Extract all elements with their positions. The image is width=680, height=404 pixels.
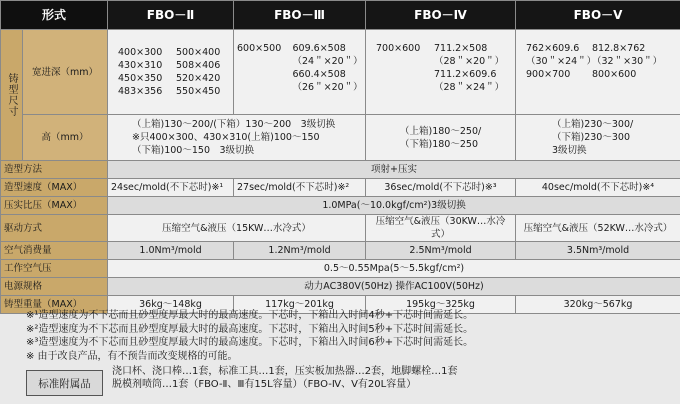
size-cell: 711.2×609.6 bbox=[434, 69, 497, 80]
compaction-label: 压实比压（MAX） bbox=[1, 197, 108, 215]
speed-fbo5: 40sec/mold(不下芯时)※⁴ bbox=[516, 179, 680, 197]
weight-fbo3: 117kg～201kg bbox=[234, 296, 366, 314]
size-cell: 609.6×508 bbox=[292, 43, 346, 54]
footnote: ※¹造型速度为不下芯而且砂型度厚最大时的最高速度。下芯时，下箱出入时间4秒+下芯时间需延长。 bbox=[26, 310, 474, 321]
air-fbo2: 1.0Nm³/mold bbox=[108, 242, 234, 260]
size-cell: 600×500 bbox=[237, 43, 282, 54]
size-cell: 550×450 bbox=[176, 86, 221, 97]
power-row bbox=[1, 278, 680, 296]
size-cell: 520×420 bbox=[176, 73, 221, 84]
accessory-line: 浇口杯、浇口棒…1套，标准工具…1套，压实板加热器…2套，地脚螺栓…1套 bbox=[112, 366, 458, 377]
power-label: 电源规格 bbox=[1, 278, 108, 296]
accessories-list bbox=[112, 366, 457, 391]
weight-label: 铸型重量（MAX） bbox=[1, 296, 108, 314]
size-cell: （28＂×20＂） bbox=[434, 56, 505, 67]
size-cell: （30＂×24＂） bbox=[526, 56, 597, 67]
footnote: ※³造型速度为不下芯而且砂型度厚最大时的最高速度。下芯时，下箱出入时间6秒+下芯时间需延长。 bbox=[26, 337, 474, 348]
size-cell: 483×356 bbox=[118, 86, 163, 97]
size-cell: 450×350 bbox=[118, 73, 163, 84]
size-cell: 812.8×762 bbox=[592, 43, 646, 54]
form-header: 形式 bbox=[1, 1, 108, 30]
model-fbo4-header: FBO－Ⅳ bbox=[366, 1, 516, 30]
size-cell: （32＂×30＂） bbox=[592, 56, 663, 67]
accessories-label: 标准附属品 bbox=[26, 370, 103, 396]
air-fbo3: 1.2Nm³/mold bbox=[234, 242, 366, 260]
fbo4-height bbox=[366, 115, 516, 161]
fbo4-sizes bbox=[366, 30, 516, 115]
air-pressure-value: 0.5～0.55Mpa(5～5.5kgf/cm²) bbox=[108, 260, 680, 278]
height-line: ※只400×300、430×310(上箱)100～150 bbox=[132, 132, 320, 143]
height-label: 高（mm） bbox=[23, 115, 108, 161]
height-row bbox=[1, 115, 680, 161]
height-line: （下箱)180～250 bbox=[400, 138, 478, 150]
accessory-line: 脱模剂喷筒…1套（FBO-Ⅱ、Ⅲ有15L容量）（FBO-Ⅳ、Ⅴ有20L容量） bbox=[112, 378, 417, 390]
size-cell: 800×600 bbox=[592, 69, 637, 80]
size-cell: （28＂×24＂） bbox=[434, 82, 505, 93]
model-fbo5-header: FBO－Ⅴ bbox=[516, 1, 680, 30]
drive-fbo4: 压缩空气&液压（30KW…水冷式） bbox=[366, 215, 516, 242]
air-consumption-row bbox=[1, 242, 680, 260]
molding-method-row bbox=[1, 161, 680, 179]
footnotes bbox=[26, 309, 473, 363]
size-cell: 700×600 bbox=[376, 43, 421, 54]
drive-fbo5: 压缩空气&液压（52KW…水冷式） bbox=[516, 215, 680, 242]
molding-method-value: 项射+压实 bbox=[108, 161, 680, 179]
power-value: 动力AC380V(50Hz) 操作AC100V(50Hz) bbox=[108, 278, 680, 296]
width-depth-label: 宽进深（mm） bbox=[23, 30, 108, 115]
size-cell: 400×300 bbox=[118, 47, 163, 58]
speed-fbo2: 24sec/mold(不下芯时)※¹ bbox=[108, 179, 234, 197]
footnote: ※²造型速度为不下芯而且砂型度厚最大时的最高速度。下芯时，下箱出入时间5秒+下芯时间需延长。 bbox=[26, 323, 474, 335]
speed-fbo4: 36sec/mold(不下芯时)※³ bbox=[366, 179, 516, 197]
fbo3-sizes bbox=[234, 30, 366, 115]
air-fbo4: 2.5Nm³/mold bbox=[366, 242, 516, 260]
size-cell: 508×406 bbox=[176, 60, 221, 71]
drive-fbo23: 压缩空气&液压（15KW…水冷式） bbox=[108, 215, 366, 242]
flask-size-category: 铸型尺寸 bbox=[1, 30, 23, 161]
fbo5-sizes bbox=[516, 30, 680, 115]
air-pressure-row bbox=[1, 260, 680, 278]
weight-fbo4: 195kg～325kg bbox=[366, 296, 516, 314]
footnote: ※ 由于改良产品，有不预告而改变规格的可能。 bbox=[26, 350, 238, 362]
header-row bbox=[1, 1, 680, 30]
height-line: （上箱)130～200/(下箱）130～200 3级切换 bbox=[132, 119, 336, 130]
height-line: （下箱)230～300 bbox=[552, 132, 630, 143]
width-depth-row bbox=[1, 30, 680, 115]
drive-label: 驱动方式 bbox=[1, 215, 108, 242]
size-cell: 430×310 bbox=[118, 60, 163, 71]
speed-fbo3: 27sec/mold(不下芯时)※² bbox=[234, 179, 366, 197]
compaction-value: 1.0MPa(～10.0kgf/cm²)3级切换 bbox=[108, 197, 680, 215]
height-line: （上箱)180～250/ bbox=[400, 125, 482, 137]
size-cell: 711.2×508 bbox=[434, 43, 488, 54]
molding-method-label: 造型方法 bbox=[1, 161, 108, 179]
molding-speed-row bbox=[1, 179, 680, 197]
fbo2-sizes bbox=[108, 30, 234, 115]
size-cell: 900×700 bbox=[526, 69, 571, 80]
air-fbo5: 3.5Nm³/mold bbox=[516, 242, 680, 260]
compaction-row bbox=[1, 197, 680, 215]
height-line: （上箱)230～300/ bbox=[552, 119, 634, 130]
drive-row bbox=[1, 215, 680, 242]
fbo23-height bbox=[108, 115, 366, 161]
molding-speed-label: 造型速度（MAX） bbox=[1, 179, 108, 197]
size-cell: 660.4×508 bbox=[292, 69, 346, 80]
size-cell: （26＂×20＂） bbox=[292, 82, 363, 93]
air-consumption-label: 空气消费量 bbox=[1, 242, 108, 260]
model-fbo2-header: FBO－Ⅱ bbox=[108, 1, 234, 30]
height-line: （下箱)100～150 3级切换 bbox=[132, 145, 255, 156]
size-cell: 762×609.6 bbox=[526, 43, 580, 54]
fbo5-height bbox=[516, 115, 680, 161]
size-cell: （24＂×20＂） bbox=[292, 56, 363, 67]
weight-fbo5: 320kg～567kg bbox=[516, 296, 680, 314]
height-line: 3级切换 bbox=[552, 145, 587, 156]
air-pressure-label: 工作空气压 bbox=[1, 260, 108, 278]
model-fbo3-header: FBO－Ⅲ bbox=[234, 1, 366, 30]
size-cell: 500×400 bbox=[176, 47, 221, 58]
weight-fbo2: 36kg～148kg bbox=[108, 296, 234, 314]
